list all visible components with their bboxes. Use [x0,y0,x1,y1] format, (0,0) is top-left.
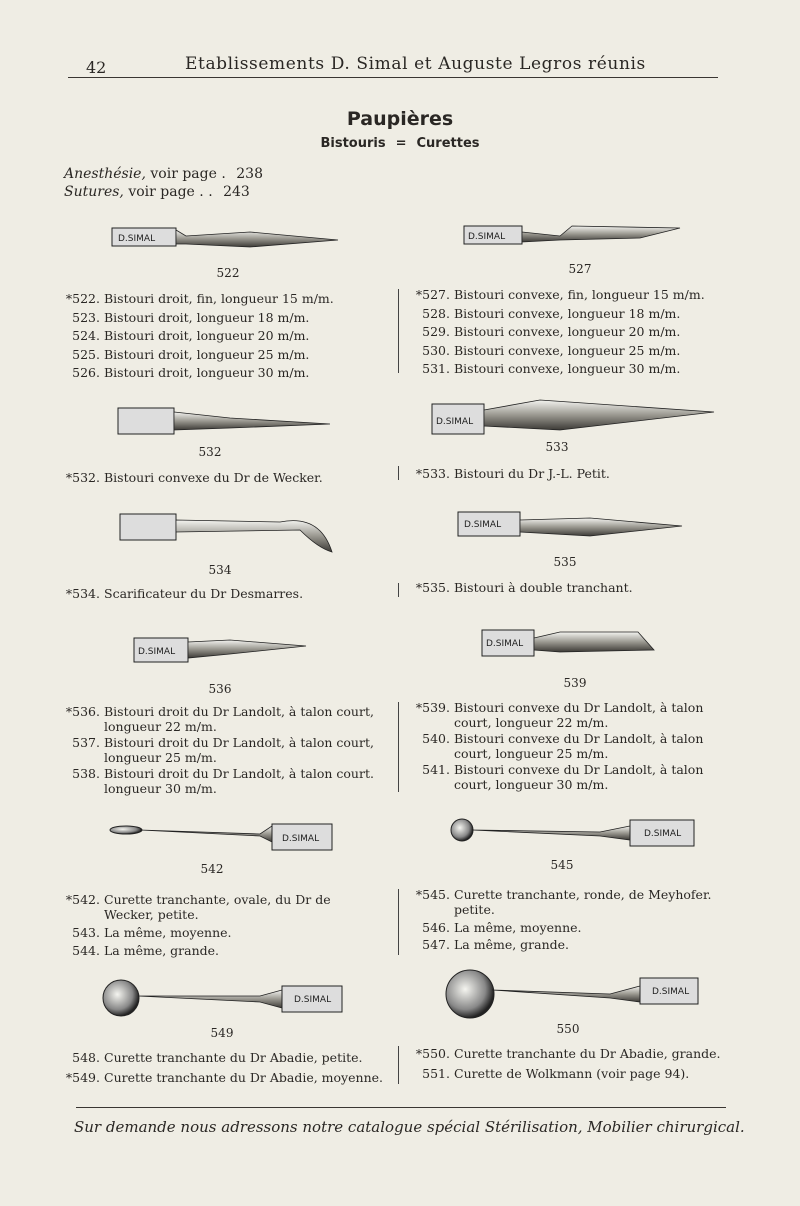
column-divider [398,1046,399,1084]
curette-545-illustration [451,819,694,846]
catalog-item: 547. La même, grande. [422,937,570,952]
brand-stamp: D.SIMAL [644,829,682,839]
figure-number: 545 [550,858,574,872]
figure-number: 533 [545,440,569,454]
catalog-item: *549. Curette tranchante du Dr Abadie, moyenne. [65,1070,383,1085]
brand-stamp: D.SIMAL [282,834,320,844]
catalog-item: 543. La même, moyenne. [72,925,232,940]
catalog-item: 538. Bistouri droit du Dr Landolt, à talon court. longueur 30 m/m. [72,766,374,796]
subtitle-separator: = [395,136,407,151]
cross-ref-page: 238 [236,166,263,182]
catalog-item: 546. La même, moyenne. [422,920,582,935]
page-number: 42 [86,58,107,77]
curette-549-illustration [103,980,342,1016]
catalog-item: *536. Bistouri droit du Dr Landolt, à talon court, longueur 22 m/m. [65,704,374,734]
column-divider [398,889,399,955]
scalpel-539-illustration [482,630,654,656]
figure-number: 549 [210,1026,234,1040]
catalog-item: *550. Curette tranchante du Dr Abadie, grande. [415,1046,721,1061]
column-divider [398,583,399,597]
scarifier-534-illustration [120,514,332,552]
scalpel-536-illustration [134,638,306,662]
catalog-item: 523. Bistouri droit, longueur 18 m/m. [72,310,310,325]
catalog-item: *522. Bistouri droit, fin, longueur 15 m/m. [65,291,334,306]
catalog-item: 544. La même, grande. [72,943,220,958]
catalog-footer-note: Sur demande nous adressons notre catalogue spécial Stérilisation, Mobilier chirurgical. [74,1118,745,1136]
figure-number: 522 [216,266,240,280]
brand-stamp: D.SIMAL [118,234,156,244]
catalog-item: 528. Bistouri convexe, longueur 18 m/m. [422,306,681,321]
figure-number: 535 [553,555,577,569]
catalog-item: 540. Bistouri convexe du Dr Landolt, à talon court, longueur 25 m/m. [422,731,704,761]
catalog-item: *533. Bistouri du Dr J.-L. Petit. [415,466,610,481]
cross-ref-text: voir page . [150,166,226,182]
brand-stamp: D.SIMAL [138,647,176,657]
column-divider [398,289,399,373]
brand-stamp: D.SIMAL [436,417,474,427]
figure-number: 532 [198,445,222,459]
figure-number: 550 [556,1022,580,1036]
catalog-item: *542. Curette tranchante, ovale, du Dr de Wecker, petite. [65,892,331,922]
brand-stamp: D.SIMAL [464,520,502,530]
catalog-item: *539. Bistouri convexe du Dr Landolt, à talon court, longueur 22 m/m. [415,700,704,730]
catalog-item: 530. Bistouri convexe, longueur 25 m/m. [422,343,681,358]
catalog-item: 524. Bistouri droit, longueur 20 m/m. [72,328,310,343]
scalpel-533-illustration [432,400,714,434]
curette-550-illustration [446,970,698,1018]
scalpel-527-illustration [464,226,680,244]
scalpel-532-illustration [118,408,330,434]
figure-number: 536 [208,682,232,696]
scalpel-535-illustration [458,512,682,536]
brand-stamp: D.SIMAL [468,232,506,242]
catalog-item: 529. Bistouri convexe, longueur 20 m/m. [422,324,681,339]
column-divider [398,466,399,480]
catalog-item: 551. Curette de Wolkmann (voir page 94). [422,1066,690,1081]
catalog-item: 526. Bistouri droit, longueur 30 m/m. [72,365,310,380]
catalog-item: *532. Bistouri convexe du Dr de Wecker. [65,470,323,485]
subtitle-left: Bistouris [320,136,386,151]
cross-ref-label: Sutures, [64,184,124,200]
column-divider [398,702,399,792]
cross-ref-text: voir page . . [128,184,213,200]
figure-number: 527 [568,262,592,276]
brand-stamp: D.SIMAL [294,995,332,1005]
figure-number: 542 [200,862,224,876]
running-header: Etablissements D. Simal et Auguste Legros réunis [185,54,646,74]
figure-number: 539 [563,676,587,690]
catalog-item: 537. Bistouri droit du Dr Landolt, à talon court, longueur 25 m/m. [72,735,374,765]
brand-stamp: D.SIMAL [486,639,524,649]
page-title: Paupières [346,108,454,130]
catalog-item: 525. Bistouri droit, longueur 25 m/m. [72,347,310,362]
catalog-item: 531. Bistouri convexe, longueur 30 m/m. [422,361,681,376]
footer-rule [76,1107,726,1108]
scalpel-522-illustration [112,228,338,247]
subtitle-right: Curettes [416,136,480,151]
figure-number: 534 [208,563,232,577]
catalog-item: *535. Bistouri à double tranchant. [415,580,633,595]
cross-ref-page: 243 [223,184,250,200]
catalog-item: *527. Bistouri convexe, fin, longueur 15 m/m. [415,287,705,302]
curette-542-illustration [110,824,332,850]
cross-ref-label: Anesthésie, [64,166,146,182]
catalog-item: 548. Curette tranchante du Dr Abadie, petite. [72,1050,363,1065]
catalog-item: *545. Curette tranchante, ronde, de Meyhofer. petite. [415,887,712,917]
brand-stamp: D.SIMAL [652,987,690,997]
catalog-item: 541. Bistouri convexe du Dr Landolt, à talon court, longueur 30 m/m. [422,762,704,792]
catalog-item: *534. Scarificateur du Dr Desmarres. [65,586,304,601]
